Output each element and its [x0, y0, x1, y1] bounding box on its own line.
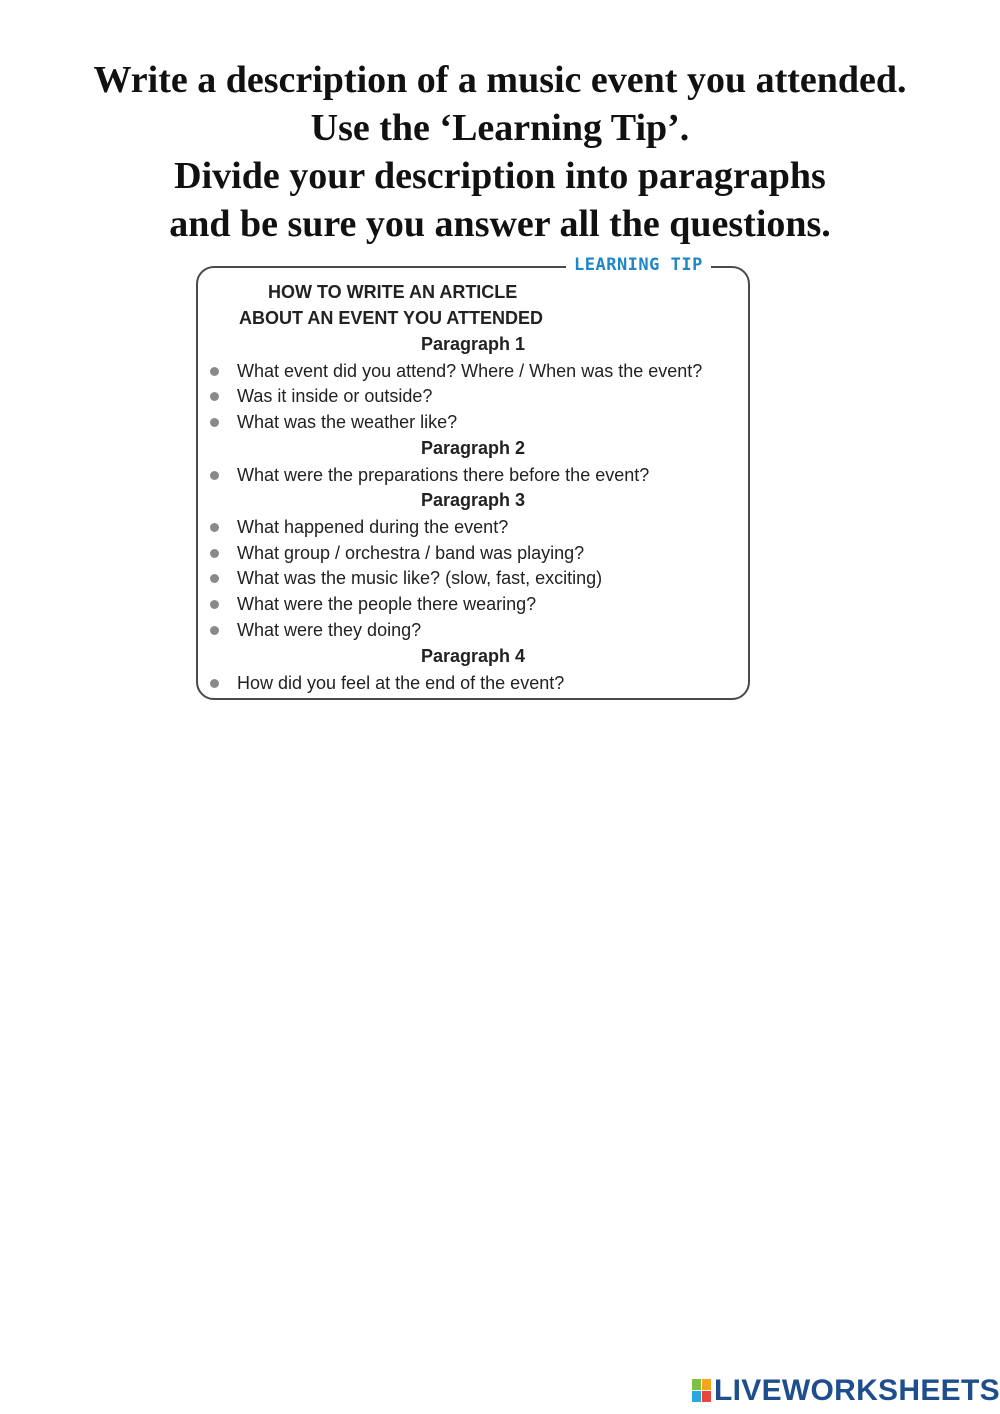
bullet-icon [210, 626, 219, 635]
paragraph-heading: Paragraph 2 [420, 438, 526, 458]
question-text: What were the preparations there before the event? [237, 464, 650, 485]
bullet-icon [210, 418, 219, 427]
question-item [210, 463, 649, 487]
learning-tip-label: LEARNING TIP [566, 255, 711, 275]
liveworksheets-logo-icon [692, 1379, 712, 1403]
liveworksheets-brand[interactable] [692, 1374, 1000, 1408]
instruction-line: Use the ‘Learning Tip’. [310, 107, 690, 149]
tip-heading-line-1: HOW TO WRITE AN ARTICLE [268, 282, 518, 302]
bullet-icon [210, 679, 219, 688]
paragraph-heading: Paragraph 4 [420, 646, 526, 666]
brand-text: LIVEWORKSHEETS [714, 1374, 1000, 1407]
question-text: How did you feel at the end of the event? [237, 672, 565, 693]
question-item [210, 618, 421, 642]
instruction-line: and be sure you answer all the questions. [169, 203, 831, 245]
question-text: What group / orchestra / band was playing? [237, 542, 585, 563]
instruction-line: Divide your description into paragraphs [174, 155, 826, 197]
bullet-icon [210, 549, 219, 558]
bullet-icon [210, 471, 219, 480]
question-text: Was it inside or outside? [237, 385, 433, 406]
bullet-icon [210, 523, 219, 532]
question-text: What event did you attend? Where / When was the event? [237, 360, 703, 381]
bullet-icon [210, 600, 219, 609]
question-text: What was the weather like? [237, 411, 458, 432]
question-text: What was the music like? (slow, fast, exciting) [237, 567, 603, 588]
paragraph-heading: Paragraph 3 [420, 490, 526, 510]
instruction-line: Write a description of a music event you attended. [93, 59, 907, 101]
question-item [210, 592, 536, 616]
question-item [210, 671, 564, 695]
question-item [210, 384, 432, 408]
instructions [0, 56, 1000, 248]
bullet-icon [210, 574, 219, 583]
question-item [210, 515, 508, 539]
bullet-icon [210, 367, 219, 376]
question-item [210, 566, 602, 590]
question-item [210, 359, 702, 383]
question-item [210, 410, 457, 434]
tip-heading-line-2: ABOUT AN EVENT YOU ATTENDED [239, 308, 544, 328]
bullet-icon [210, 392, 219, 401]
question-text: What were they doing? [237, 619, 422, 640]
paragraph-heading: Paragraph 1 [420, 334, 526, 354]
question-item [210, 541, 584, 565]
question-text: What were the people there wearing? [237, 593, 537, 614]
question-text: What happened during the event? [237, 516, 509, 537]
